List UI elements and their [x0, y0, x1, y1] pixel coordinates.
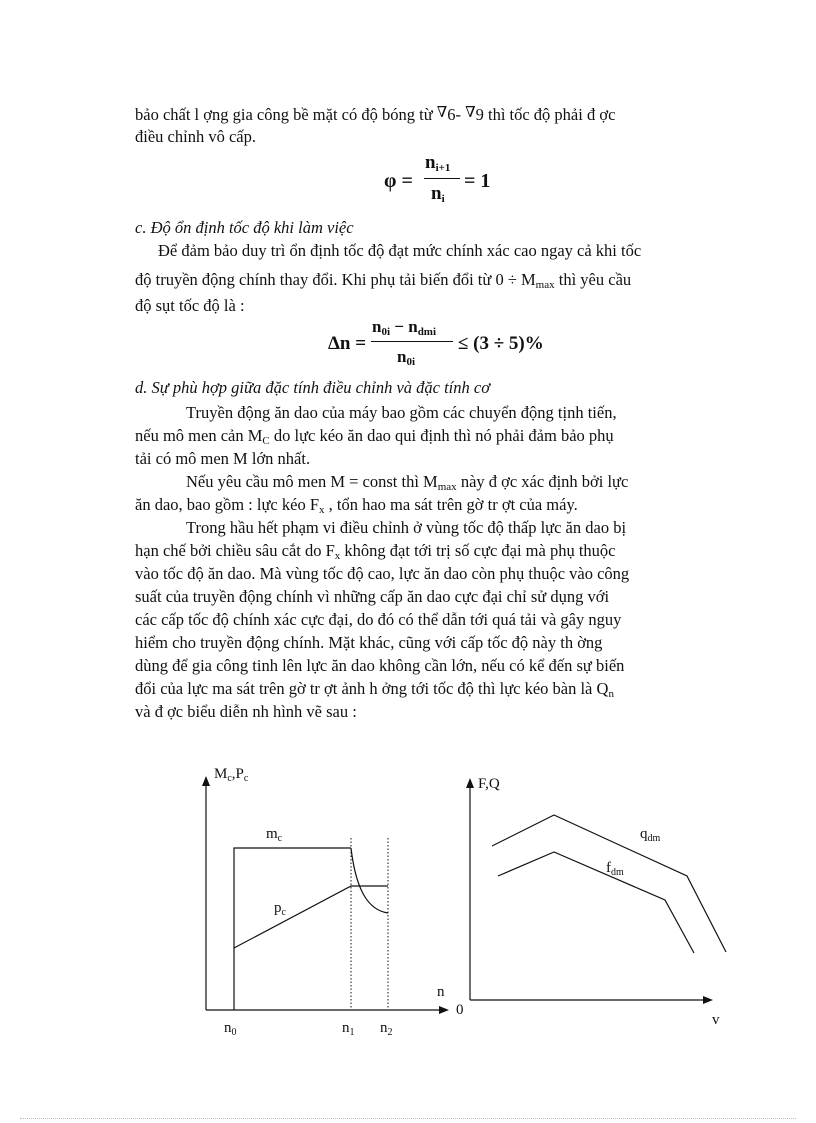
formula-denominator	[431, 183, 445, 205]
text-line: điều chỉnh vô cấp.	[135, 127, 256, 146]
num: n	[372, 317, 382, 336]
x-axis-label: v	[712, 1012, 720, 1028]
text-span: hạn chế bởi chiều sâu cắt do F	[135, 541, 335, 560]
text-line: tải có mô men M lớn nhất.	[135, 449, 311, 468]
label-part: M	[214, 766, 228, 782]
text-span: 6-	[447, 105, 466, 124]
curve-f-label	[606, 860, 624, 878]
label-sub: 1	[349, 1027, 355, 1038]
text-span: thì yêu cầu	[554, 270, 632, 289]
text-line	[135, 679, 614, 704]
label-part: m	[266, 826, 278, 842]
curve-pc-label	[274, 900, 287, 918]
curve-mc	[234, 848, 351, 1010]
y-axis-arrow	[202, 776, 210, 786]
tick-n1	[342, 1020, 355, 1038]
label-sub: 0	[231, 1027, 237, 1038]
gradient-symbol: ∇	[465, 105, 476, 121]
text-span: Nếu yêu cầu mô men M = const thì M	[186, 472, 438, 491]
text-span: đổi của lực ma sát trên gờ tr ợt ảnh h ởng tới tốc độ thì lực kéo bàn là Q	[135, 679, 609, 698]
text-line: các cấp tốc độ chính xác cực đại, do đó có thể dẫn tới quá tải và gây nguy	[135, 610, 622, 629]
formula-denominator	[397, 347, 415, 368]
text-line: hiểm cho truyền động chính. Mặt khác, cũng với cấp tốc độ này th ờng	[135, 633, 603, 652]
subscript: x	[319, 504, 325, 516]
text-line: độ sụt tốc độ là :	[135, 296, 245, 315]
formula-numerator	[372, 317, 436, 338]
label-sub: c	[227, 773, 232, 784]
num-sub: dmi	[417, 326, 437, 338]
curve-pc	[234, 886, 388, 948]
curve-mc-tail	[351, 848, 388, 913]
figure-right	[450, 760, 740, 1040]
text-line	[135, 495, 578, 520]
x-axis-arrow	[439, 1006, 449, 1014]
num: n	[425, 152, 436, 173]
label-sub: c	[281, 907, 286, 918]
text-line: dùng để gia công tinh lên lực ăn dao không cần lớn, nếu có kể đến sự biến	[135, 656, 625, 675]
text-line	[135, 426, 614, 451]
label-part: q	[640, 826, 648, 842]
subscript: n	[608, 688, 614, 700]
text-line	[135, 270, 631, 295]
curve-q	[492, 815, 726, 952]
text-span: , tổn hao ma sát trên gờ tr ợt của máy.	[324, 495, 578, 514]
y-axis-label: F,Q	[478, 776, 500, 792]
text-line	[186, 472, 628, 497]
y-axis-arrow	[466, 778, 474, 788]
curve-q-label	[640, 826, 661, 844]
gradient-symbol: ∇	[436, 105, 448, 121]
subscript: max	[535, 279, 555, 291]
tick-n2	[380, 1020, 393, 1038]
x-axis-arrow	[703, 996, 713, 1004]
text-span: không đạt tới trị số cực đại mà phụ thuộc	[340, 541, 616, 560]
tick-n0	[224, 1020, 237, 1038]
text-line: Truyền động ăn dao của máy bao gồm các chuyển động tịnh tiến,	[186, 403, 617, 422]
label-sub: dm	[611, 867, 624, 878]
text-span: 9 thì tốc độ phải đ ợc	[475, 105, 616, 124]
num-op: − n	[390, 317, 418, 336]
text-line	[135, 541, 616, 566]
page-bottom-rule	[20, 1118, 796, 1119]
figure-left	[190, 760, 445, 1050]
text-span: bảo chất l ợng gia công bề mặt có độ bóng từ	[135, 105, 437, 124]
num-sub: i+1	[435, 162, 451, 174]
text-line: Trong hầu hết phạm vi điều chỉnh ở vùng tốc độ thấp lực ăn dao bị	[186, 518, 627, 537]
formula-lhs: Δn =	[328, 333, 367, 354]
subscript: x	[334, 550, 341, 562]
text-line: Để đảm bảo duy trì ổn định tốc độ đạt mức chính xác cao ngay cả khi tốc	[158, 241, 642, 260]
fraction-bar	[371, 341, 453, 342]
den: n	[397, 347, 407, 366]
text-line: suất của truyền động chính vì những cấp ăn dao cực đại chỉ sử dụng với	[135, 587, 610, 606]
formula-lhs: φ =	[384, 170, 413, 192]
y-axis-label	[214, 766, 249, 784]
label-sub: c	[243, 773, 249, 784]
curve-mc-label	[266, 826, 283, 844]
text-line	[135, 103, 615, 125]
formula-rhs: = 1	[464, 170, 491, 192]
section-heading-d: d. Sự phù hợp giữa đặc tính điều chỉnh và đặc tính cơ	[135, 378, 491, 397]
curve-f	[498, 852, 694, 953]
label-part: n	[224, 1020, 232, 1036]
text-line: vào tốc độ ăn dao. Mà vùng tốc độ cao, lực ăn dao còn phụ thuộc vào công	[135, 564, 630, 583]
text-span: độ truyền động chính thay đổi. Khi phụ tải biến đổi từ 0 ÷ M	[135, 270, 536, 289]
fraction-bar	[424, 178, 460, 179]
label-sub: 2	[387, 1027, 393, 1038]
subscript: max	[437, 481, 457, 493]
den: n	[431, 183, 442, 204]
den-sub: i	[441, 193, 445, 205]
formula-numerator	[425, 152, 450, 174]
formula-rhs: ≤ (3 ÷ 5)%	[458, 333, 544, 354]
text-span: do lực kéo ăn dao qui định thì nó phải đảm bảo phụ	[269, 426, 614, 445]
text-span: nếu mô men cản M	[135, 426, 263, 445]
den-sub: 0i	[406, 356, 416, 368]
num-sub: 0i	[381, 326, 391, 338]
label-part: f	[606, 860, 611, 876]
text-span: ăn dao, bao gồm : lực kéo F	[135, 495, 319, 514]
label-part: n	[342, 1020, 350, 1036]
section-heading-c: c. Độ ổn định tốc độ khi làm việc	[135, 218, 354, 237]
text-span: này đ ợc xác định bởi lực	[456, 472, 629, 491]
x-axis-label: n	[437, 984, 445, 1000]
label-sub: c	[277, 833, 283, 844]
text-line: và đ ợc biểu diễn nh hình vẽ sau :	[135, 702, 357, 721]
label-part: ,P	[231, 766, 244, 782]
label-part: p	[274, 900, 282, 916]
label-sub: dm	[647, 833, 661, 844]
subscript: C	[262, 435, 270, 447]
origin-label: 0	[456, 1002, 464, 1018]
label-part: n	[380, 1020, 388, 1036]
